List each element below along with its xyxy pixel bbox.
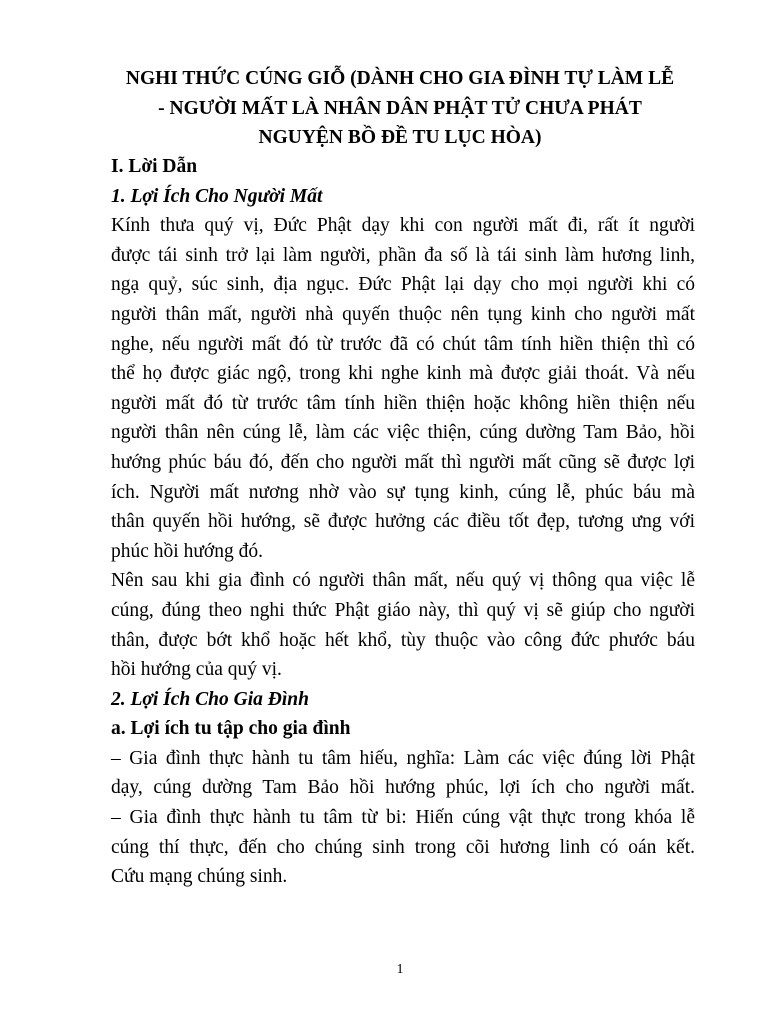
- paragraph-2: [111, 566, 695, 684]
- title-line: NGHI THỨC CÚNG GIỖ (DÀNH CHO GIA ĐÌNH TỰ LÀM LỄ: [125, 68, 675, 89]
- document-title: [100, 64, 700, 153]
- text-line: Kính thưa quý vị, Đức Phật dạy khi con người mất đi, rất ít người: [111, 215, 695, 237]
- text-line: thân, được bớt khổ hoặc hết khổ, tùy thuộc vào công đức phước báu: [111, 629, 695, 651]
- subheading-benefit-family: 2. Lợi Ích Cho Gia Đình: [111, 688, 309, 710]
- text-line: cúng, đúng theo nghi thức Phật giáo này, thì quý vị sẽ giúp cho người: [111, 599, 695, 621]
- text-line: thân quyến hồi hướng, sẽ được hưởng các điều tốt đẹp, tương ưng với: [111, 511, 695, 533]
- text-line: ích. Người mất nương nhờ vào sự tụng kinh, cúng lễ, phúc báu mà: [111, 481, 695, 503]
- title-line: - NGƯỜI MẤT LÀ NHÂN DÂN PHẬT TỬ CHƯA PHÁT: [158, 97, 642, 119]
- text-line: người thân mất, người nhà quyến thuộc nên tụng kinh cho người mất: [111, 303, 695, 325]
- text-line: – Gia đình thực hành tu tâm từ bi: Hiến cúng vật thực trong khóa lễ: [111, 807, 695, 829]
- section-heading: I. Lời Dẫn: [111, 156, 198, 177]
- text-line: phúc hồi hướng đó.: [111, 540, 263, 562]
- text-line: cúng thí thực, đến cho chúng sinh trong cõi hương linh có oán kết.: [111, 836, 695, 858]
- subheading-benefit-deceased: 1. Lợi Ích Cho Người Mất: [111, 185, 323, 207]
- text-line: hồi hướng của quý vị.: [111, 659, 282, 681]
- paragraph-1: [111, 211, 695, 566]
- bullet-item: [111, 803, 695, 892]
- text-line: nghe, nếu người mất đó từ trước đã có chút tâm tính hiền thiện thì có: [111, 333, 695, 355]
- text-line: Nên sau khi gia đình có người thân mất, nếu quý vị thông qua việc lễ: [111, 570, 695, 592]
- text-line: – Gia đình thực hành tu tâm hiếu, nghĩa: Làm các việc đúng lời Phật: [111, 747, 695, 769]
- bullet-item: [111, 744, 695, 803]
- page-number: 1: [396, 962, 404, 977]
- document-body: [111, 152, 695, 892]
- text-line: hướng phúc báu đó, đến cho người mất thì người mất cũng sẽ được lợi: [111, 451, 695, 473]
- text-line: người mất đó từ trước tâm tính hiền thiện hoặc không hiền thiện nếu: [111, 392, 695, 414]
- subheading-practice: a. Lợi ích tu tập cho gia đình: [111, 718, 351, 740]
- text-line: dạy, cúng dường Tam Bảo hồi hướng phúc, lợi ích cho người mất.: [111, 777, 695, 799]
- text-line: Cứu mạng chúng sinh.: [111, 866, 288, 888]
- text-line: được tái sinh trở lại làm người, phần đa số là tái sinh làm hương linh,: [111, 244, 695, 266]
- text-line: ngạ quỷ, súc sinh, địa ngục. Đức Phật lại dạy cho mọi người khi có: [111, 274, 695, 296]
- text-line: thể họ được giác ngộ, trong khi nghe kinh mà được giải thoát. Và nếu: [111, 363, 695, 385]
- title-line: NGUYỆN BỒ ĐỀ TU LỤC HÒA): [258, 127, 542, 148]
- text-line: người thân nên cúng lễ, làm các việc thiện, cúng dường Tam Bảo, hồi: [111, 422, 695, 444]
